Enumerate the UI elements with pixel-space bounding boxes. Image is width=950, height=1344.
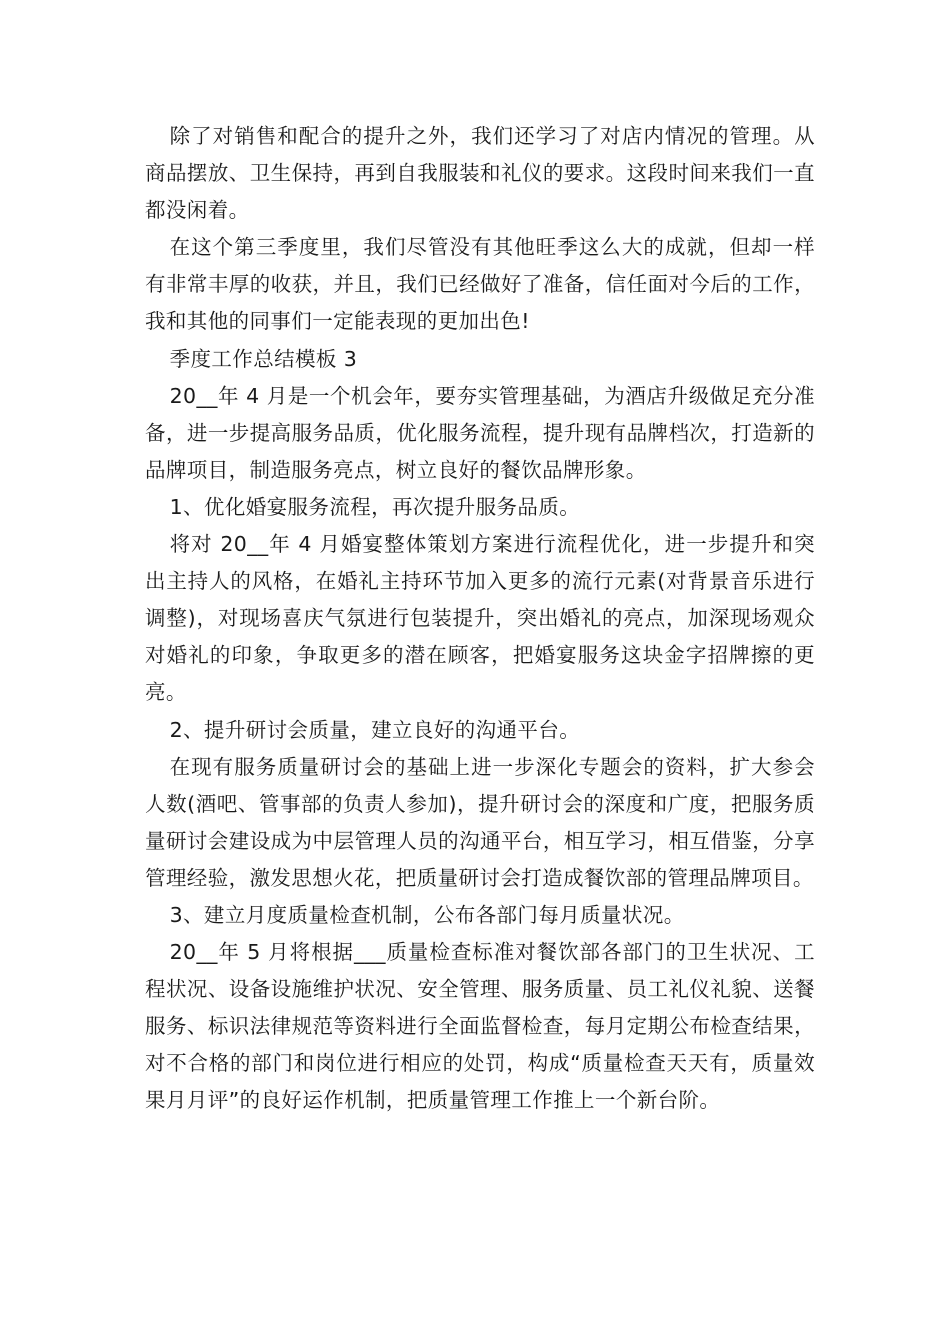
paragraph-monthly-inspection: 20__年 5 月将根据___质量检查标准对餐饮部各部门的卫生状况、工程状况、设备设施维护状况、安全管理、服务质量、员工礼仪礼貌、送餐服务、标识法律规范等资料进行全面监督检查，每月定期公布检查结果，对不合格的部门和岗位进行相应的处罚，构成“质量检查天天有，质量效果月月评”的良好运作机制，把质量管理工作推上一个新台阶。 [145,940,815,1113]
paragraph-third-quarter: 在这个第三季度里，我们尽管没有其他旺季这么大的成就，但却一样有非常丰厚的收获，并且，我们已经做好了准备，信任面对今后的工作，我和其他的同事们一定能表现的更加出色! [145,235,815,334]
paragraph-wedding-optimization: 将对 20__年 4 月婚宴整体策划方案进行流程优化，进一步提升和突出主持人的风格，在婚礼主持环节加入更多的流行元素(对背景音乐进行调整)，对现场喜庆气氛进行包装提升，突出婚礼的亮点，加深现场观众对婚礼的印象，争取更多的潜在顾客，把婚宴服务这块金字招牌擦的更亮。 [145,532,815,705]
paragraph-april-opportunity: 20__年 4 月是一个机会年，要夯实管理基础，为酒店升级做足充分准备，进一步提高服务品质，优化服务流程，提升现有品牌档次，打造新的品牌项目，制造服务亮点，树立良好的餐饮品牌形象。 [145,383,815,482]
section-heading-template-3: 季度工作总结模板 3 [169,346,358,371]
item-heading-2: 2、提升研讨会质量，建立良好的沟通平台。 [169,717,581,742]
item-heading-1: 1、优化婚宴服务流程，再次提升服务品质。 [169,494,581,519]
paragraph-store-management: 除了对销售和配合的提升之外，我们还学习了对店内情况的管理。从商品摆放、卫生保持，再到自我服装和礼仪的要求。这段时间来我们一直都没闲着。 [145,124,815,223]
document-body [145,118,815,1120]
paragraph-seminar-quality: 在现有服务质量研讨会的基础上进一步深化专题会的资料，扩大参会人数(酒吧、管事部的负责人参加)，提升研讨会的深度和广度，把服务质量研讨会建设成为中层管理人员的沟通平台，相互学习，相互借鉴，分享管理经验，激发思想火花，把质量研讨会打造成餐饮部的管理品牌项目。 [145,754,815,890]
item-heading-3: 3、建立月度质量检查机制，公布各部门每月质量状况。 [169,902,685,927]
